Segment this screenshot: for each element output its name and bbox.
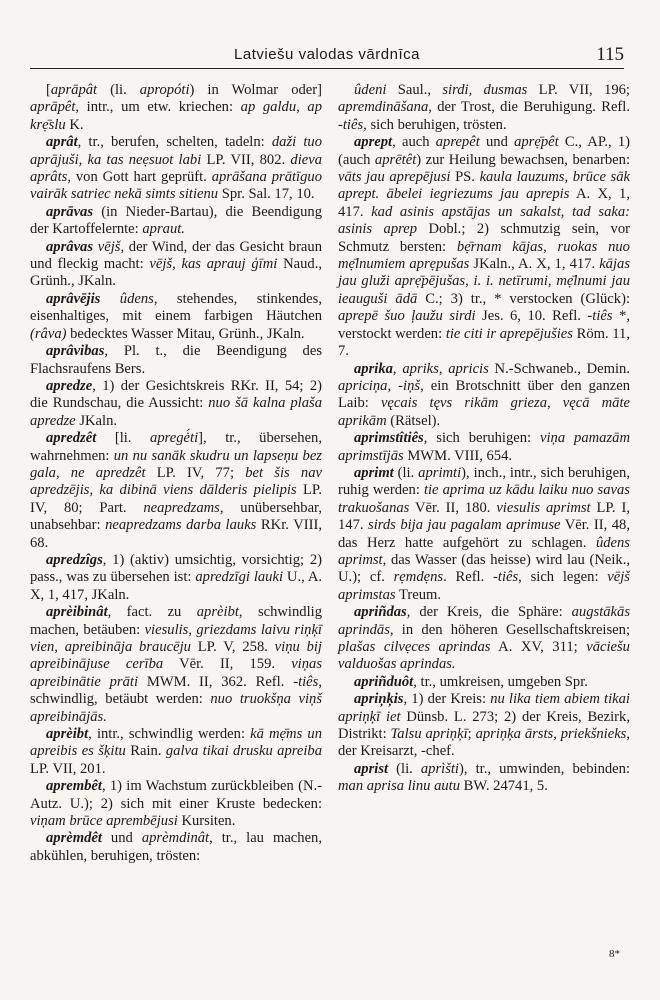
right-column [338,82,630,796]
dictionary-entry: aprâvas vējš, der Wind, der das Gesicht braun und fleckig macht: vējš, kas aprauj ģīmi Naud., Grünh., JKaln. [30,238,322,290]
dictionary-entry: apriñdas, der Kreis, die Sphäre: augstākās aprindās, in den höheren Gesellschaftskreisen; plašas cilvẹces aprindas A. XV, 311; vāciešu valduošas aprindas. [338,604,630,673]
dictionary-entry: aprâvējis ûdens, stehendes, stinkendes, eisenhaltiges, mit einem farbigen Häutchen (râva) bedecktes Wasser Mitau, Grünh., JKaln. [30,290,322,342]
dictionary-entry: apriņķis, 1) der Kreis: nu lika tiem abiem tikai apriņķī iet Dünsb. L. 273; 2) der Kreis, Bezirk, Distrikt: Talsu apriņķī; apriņķa ārsts, priekšnieks, der Kreisarzt, -chef. [338,691,631,760]
dictionary-entry: aprâvibas, Pl. t., die Beendigung des Flachsraufens Bers. [30,343,322,377]
running-header [30,44,624,69]
dictionary-entry: ûdeni Saul., sirdi, dusmas LP. VII, 196; apremdināšana, der Trost, die Beruhigung. Refl. -tiês, sich beruhigen, trösten. [338,82,630,133]
dictionary-entry: apredzîgs, 1) (aktiv) umsichtig, vorsichtig; 2) pass., was zu übersehen ist: apredzīgi lauki U., A. X, 1, 417, JKaln. [30,551,323,603]
dictionary-entry: aprèibinât, fact. zu aprèibt, schwindlig machen, betäuben: viesulis, griezdams laivu riņķī vien, apreibināja braucēju LP. V, 258. viņu bij apreibinājuse cerība Vēr. II, 159. viņas apreibinātie prāti MWM. II, 362. Refl. -tiês, schwindlig, betäubt werden: nuo truokšņa viņš apreibinājās. [30,604,322,725]
dictionary-entry: aprèmdêt und aprèmdinât, tr., lau machen, abkühlen, beruhigen, trösten: [30,830,322,864]
dictionary-entry: aprāvas (in Nieder-Bartau), die Beendigung der Kartoffelernte: apraut. [30,203,322,238]
dictionary-entry: apriñduôt, tr., umkreisen, umgeben Spr. [354,673,588,690]
signature-mark: 8* [609,948,620,960]
left-column [30,82,322,865]
dictionary-entry: aprept, auch aprepêt und aprẹ̄pêt C., AP., 1) (auch aprētêt) zur Heilung bewachsen, benarben: vāts jau aprepējusi PS. kaula lauzums, brūce sāk aprept. ābelei iegriezums jau aprepis A. X, 1, 417. kad asinis apstājas un sakalst, tad saka: asinis aprep Dobl.; 2) schmutzig sein, vor Schmutz bersten: bẹ̄rnam kājas, ruokas nuo mẹ̄lnumiem aprẹpušas JKaln., A. X, 1, 417. kājas jau gluži aprẹ̄pējušas, i. i. netīrumi, mẹ̄lnumi jau ieauguši ādā C.; 3) tr., * verstocken (Glück): aprepē šuo ļaužu sirdi Jes. 6, 10. Refl. -tiês *, verstockt werden: tie citi ir aprepējušies Röm. 11, 7. [338,134,631,360]
dictionary-entry: aprimstîtiês, sich beruhigen: viņa pamazām aprimstījās MWM. VIII, 654. [338,430,630,464]
dictionary-entry: aprist (li. aprìšti), tr., umwinden, bebinden: man aprisa linu autu BW. 24741, 5. [338,760,630,795]
dictionary-entry: [aprāpât (li. apropóti) in Wolmar oder] aprāpêt, intr., um etw. kriechen: ap galdu, ap krẹ̄slu K. [30,82,322,133]
dictionary-entry: aprât, tr., berufen, schelten, tadeln: daži tuo aprājuši, ka tas neẹsuot labi LP. VII, 802. dieva aprâts, von Gott hart geprüft. aprāšana prātīguo vairāk satriec nekā simts sitienu Spr. Sal. 17, 10. [30,134,323,203]
dictionary-entry: aprembêt, 1) im Wachstum zurückbleiben (N.-Autz. U.); 2) sich mit einer Kruste bedecken: viņam brūce aprembējusi Kursiten. [30,778,322,830]
dictionary-entry: aprèibt, intr., schwindlig werden: kā mẹ̄ms un apreibis es šķitu Rain. galva tikai drusku apreiba LP. VII, 201. [30,726,323,777]
dictionary-entry: aprimt (li. aprimti), inch., intr., sich beruhigen, ruhig werden: tie aprima uz kādu laiku nuo savas trakuošanas Vēr. II, 180. viesulis aprimst LP. I, 147. sirds bija jau pagalam aprimuse Vēr. II, 48, das Herz hatte aufgehört zu schlagen. ûdens aprimst, das Wasser (das heisse) wird lau (Neik., U.); cf. rẹmdẹns. Refl. -tiês, sich legen: vējš aprimstas Treum. [338,464,630,603]
page-title: Latviešu valodas vārdnīca [234,46,420,63]
dictionary-entry: aprika, apriks, apricis N.-Schwaneb., Demin. apriciņa, -iņš, ein Brotschnitt über den ganzen Laib: vęcais tęvs rikām grieza, vęcā māte aprikām (Rätsel). [338,360,631,429]
dictionary-entry: apredze, 1) der Gesichtskreis RKr. II, 54; 2) die Rundschau, die Aussicht: nuo šā kalna plaša apredze JKaln. [30,377,322,429]
page-number: 115 [596,44,624,65]
dictionary-entry: apredzêt [li. apregė́ti], tr., übersehen, wahrnehmen: un nu sanāk skudru un lapseņu bez gala, ne apredzêt LP. IV, 77; bet šis nav apredzējis, ka dibinā viens dālderis pielipis LP. IV, 80; Part. neapredzams, unübersehbar, unabsehbar: neapredzams darba lauks RKr. VIII, 68. [30,430,322,551]
